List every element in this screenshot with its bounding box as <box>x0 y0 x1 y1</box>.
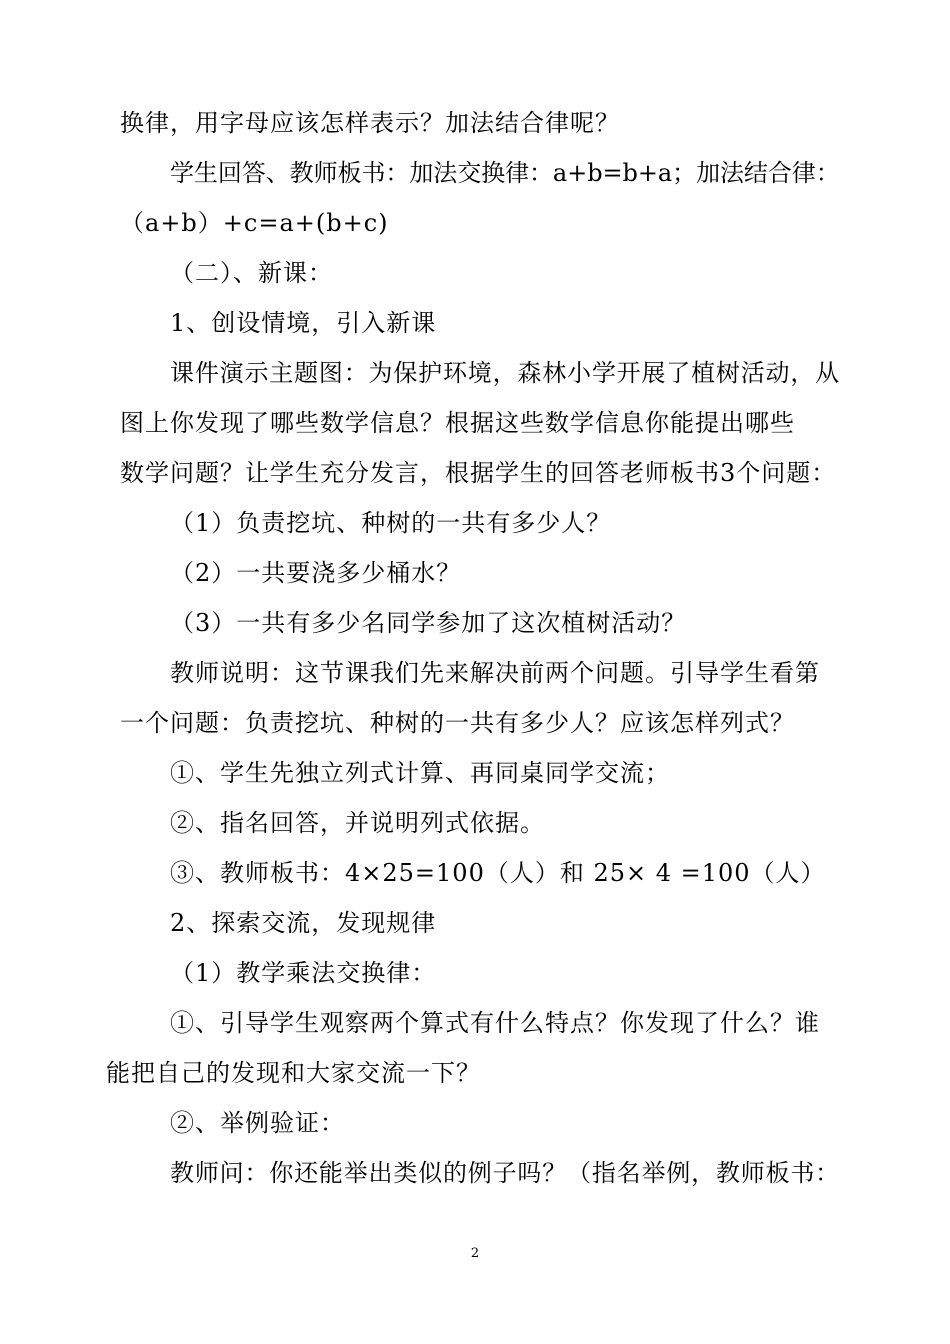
text-line: 能把自己的发现和大家交流一下？ <box>106 1059 481 1087</box>
list-item: （3）一共有多少名同学参加了这次植树活动？ <box>170 609 687 637</box>
list-item: ①、引导学生观察两个算式有什么特点？你发现了什么？谁 <box>170 1009 820 1037</box>
section-heading: （二）、新课： <box>170 259 333 287</box>
subsection-heading: （1）教学乘法交换律： <box>170 959 437 987</box>
list-item: ①、学生先独立列式计算、再同桌同学交流； <box>170 759 670 787</box>
text-line: 学生回答、教师板书：加法交换律：a+b=b+a；加法结合律： <box>170 159 840 187</box>
list-item: （1）负责挖坑、种树的一共有多少人？ <box>170 509 612 537</box>
text-line: 换律，用字母应该怎样表示？加法结合律呢？ <box>120 109 620 137</box>
text-line: 教师问：你还能举出类似的例子吗？（指名举例，教师板书： <box>170 1159 840 1187</box>
page-number: 2 <box>470 1246 480 1261</box>
subsection-heading: 1、创设情境，引入新课 <box>170 309 437 337</box>
list-item: ②、举例验证： <box>170 1109 345 1137</box>
text-line: 课件演示主题图：为保护环境，森林小学开展了植树活动，从 <box>170 359 840 387</box>
text-line: 一个问题：负责挖坑、种树的一共有多少人？应该怎样列式？ <box>120 709 795 737</box>
list-item: （2）一共要浇多少桶水？ <box>170 559 462 587</box>
list-item: ③、教师板书：4×25=100（人）和 25× 4 =100（人） <box>170 859 826 887</box>
subsection-heading: 2、探索交流，发现规律 <box>170 909 437 937</box>
text-line: 教师说明：这节课我们先来解决前两个问题。引导学生看第 <box>170 659 820 687</box>
text-line: （a+b）+c=a+(b+c) <box>120 209 389 237</box>
text-line: 图上你发现了哪些数学信息？根据这些数学信息你能提出哪些 <box>120 409 795 437</box>
list-item: ②、指名回答，并说明列式依据。 <box>170 809 545 837</box>
text-line: 数学问题？让学生充分发言，根据学生的回答老师板书3个问题： <box>120 459 837 487</box>
